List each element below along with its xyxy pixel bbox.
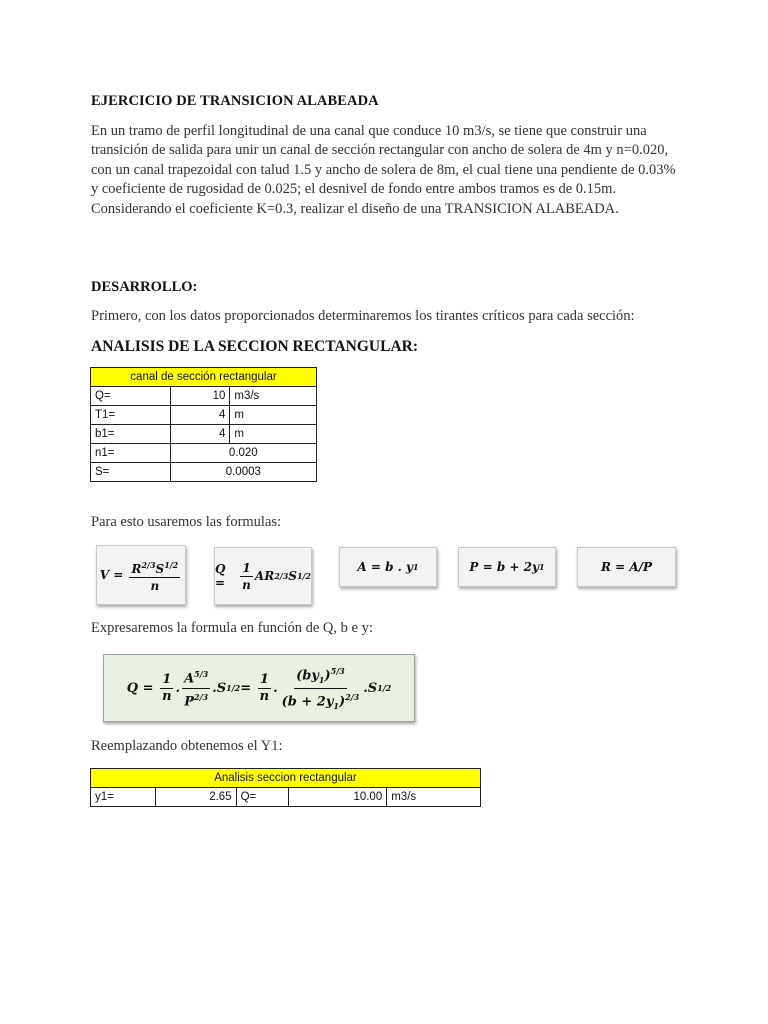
- flow-formula: Q = $\frac{1}{n}$ AR 2/3 S 1/2: [214, 547, 312, 605]
- row-label: b1=: [91, 425, 171, 444]
- perimeter-formula: P = b + 2y 1: [458, 547, 556, 587]
- y1-label: y1=: [91, 788, 156, 807]
- row-unit: m3/s: [230, 387, 317, 406]
- row-unit: m: [230, 406, 317, 425]
- row-value: 0.0003: [170, 463, 316, 482]
- exercise-title: EJERCICIO DE TRANSICION ALABEADA: [91, 93, 379, 109]
- velocity-formula: V = $\frac{R^{2/3}S^{1/2}}{n}$: [96, 545, 186, 605]
- table-header: Analisis seccion rectangular: [91, 769, 481, 788]
- row-value: 0.020: [170, 444, 316, 463]
- table-row: [91, 425, 317, 444]
- rect-data-table: [90, 367, 317, 482]
- row-label: Q=: [91, 387, 171, 406]
- area-formula: A = b . y 1: [339, 547, 437, 587]
- rect-result-table: [90, 768, 481, 807]
- row-unit: m: [230, 425, 317, 444]
- y1-value: 2.65: [155, 788, 236, 807]
- desarrollo-heading: DESARROLLO:: [91, 279, 198, 295]
- row-label: S=: [91, 463, 171, 482]
- row-value: 4: [170, 406, 230, 425]
- formulas-intro: Para esto usaremos las formulas:: [91, 514, 282, 530]
- combined-flow-formula: Q = $\frac{1}{n}$ . $\frac{A^{5/3}}{P^{2/3}}$ .S 1/2 = $\frac{1}{n}$ . $\frac{(by_1)^{5/3}}{(b + 2y_1)^{2/3}}$ .S 1/2: [103, 654, 415, 722]
- row-label: T1=: [91, 406, 171, 425]
- replace-intro: Reemplazando obtenemos el Y1:: [91, 738, 283, 754]
- row-value: 10: [170, 387, 230, 406]
- express-intro: Expresaremos la formula en función de Q, b e y:: [91, 620, 373, 636]
- table-row: [91, 444, 317, 463]
- q-value: 10.00: [289, 788, 387, 807]
- row-label: n1=: [91, 444, 171, 463]
- q-label: Q=: [236, 788, 289, 807]
- table-row: [91, 406, 317, 425]
- radius-formula: R = A/P: [577, 547, 676, 587]
- q-unit: m3/s: [387, 788, 481, 807]
- table-row: [91, 387, 317, 406]
- table-row: [91, 463, 317, 482]
- problem-statement: En un tramo de perfil longitudinal de una canal que conduce 10 m3/s, se tiene que construir una transición de salida para unir un canal de sección rectangular con ancho de solera de 4m y n=0.020, con un canal trapezoidal con talud 1.5 y ancho de solera de 8m, el cual tiene una pendiente de 0.03% y coeficiente de rugosidad de 0.025; el desnivel de fondo entre ambos tramos es de 0.15m. Considerando el coeficiente K=0.3, realizar el diseño de una TRANSICION ALABEADA.: [91, 123, 676, 217]
- table-row: [91, 788, 481, 807]
- intro-text: Primero, con los datos proporcionados determinaremos los tirantes críticos para cada sección:: [91, 308, 635, 324]
- table-header: canal de sección rectangular: [91, 368, 317, 387]
- rect-section-heading: ANALISIS DE LA SECCION RECTANGULAR:: [91, 338, 418, 355]
- row-value: 4: [170, 425, 230, 444]
